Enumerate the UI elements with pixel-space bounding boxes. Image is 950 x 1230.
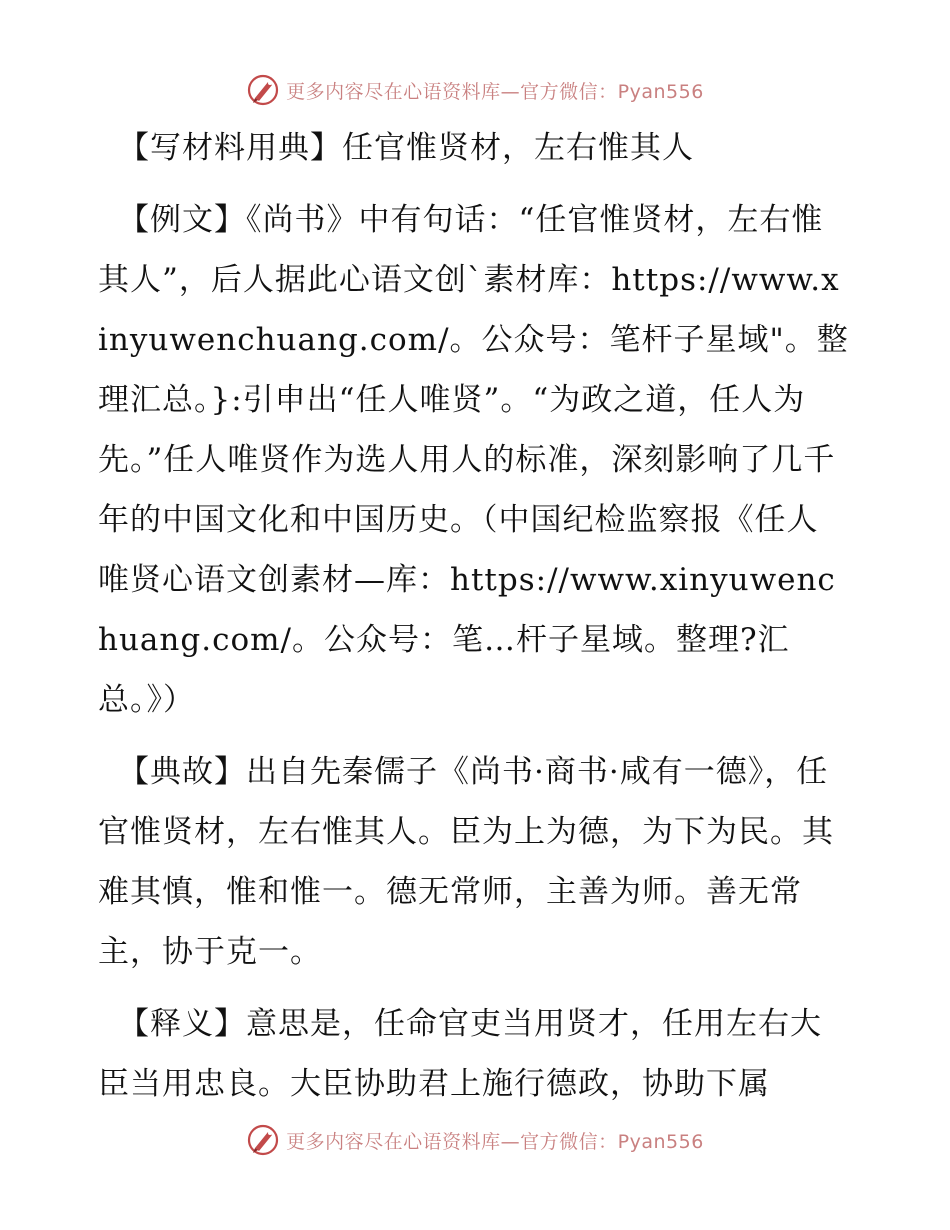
pen-logo-icon <box>246 1123 280 1157</box>
allusion-paragraph: 【典故】出自先秦儒子《尚书·商书·咸有一德》，任官惟贤材，左右惟其人。臣为上为德，为下为民。其难其慎，惟和惟一。德无常师，主善为师。善无常主，协于克一。 <box>98 754 834 970</box>
footer-text: 更多内容尽在心语资料库—官方微信：Pyan556 <box>286 1130 704 1153</box>
page-header-banner <box>0 70 950 110</box>
document-body <box>98 118 850 1126</box>
meaning-paragraph: 【释义】意思是，任命官吏当用贤才，任用左右大臣当用忠良。大臣协助君上施行德政，协助下属 <box>98 1006 822 1102</box>
page-footer-banner <box>0 1120 950 1160</box>
document-title: 【写材料用典】任官惟贤材，左右惟其人 <box>118 130 694 166</box>
example-paragraph: 【例文】《尚书》中有句话：“任官惟贤材，左右惟其人”，后人据此心语文创`素材库：https://www.xinyuwenchuang.com/。公众号：笔杆子星域"。整理汇总。}:引申出“任人唯贤”。“为政之道，任人为先。”任人唯贤作为选人用人的标准，深刻影响了几千年的中国文化和中国历史。（中国纪检监察报《任人唯贤心语文创素材—库：https://www.xinyuwenchuang.com/。公众号：笔…杆子星域。整理?汇总。》） <box>98 202 849 718</box>
pen-logo-icon <box>246 73 280 107</box>
header-text: 更多内容尽在心语资料库—官方微信：Pyan556 <box>286 80 704 103</box>
